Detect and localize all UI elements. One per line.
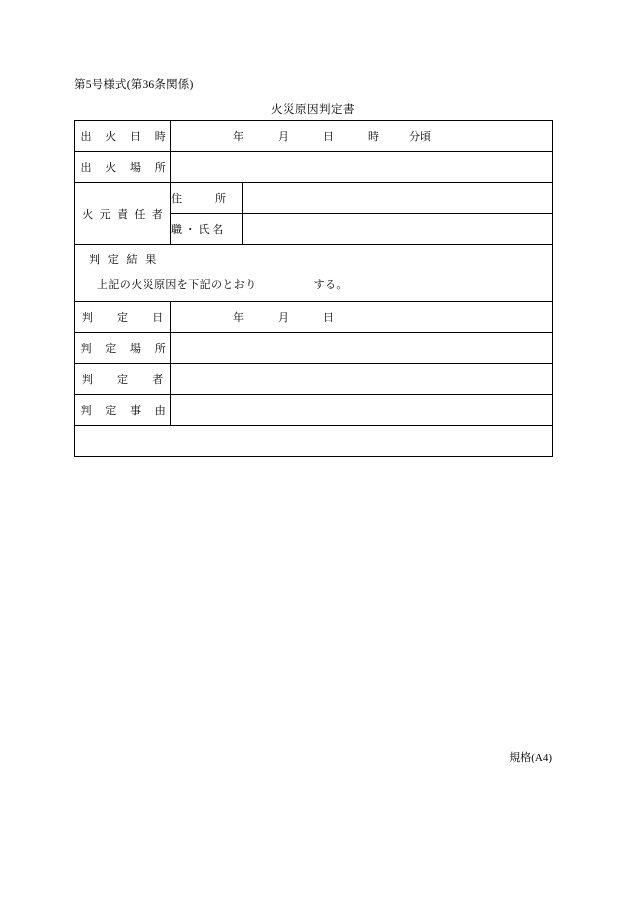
title-name-value[interactable] <box>243 214 553 245</box>
form-number: 第5号様式(第36条関係) <box>74 79 194 91</box>
table-row <box>75 364 553 395</box>
hour-token: 時 <box>368 131 379 143</box>
address-value[interactable] <box>243 183 553 214</box>
judgement-result-title: 判 定 結 果 <box>89 254 159 266</box>
judge-label <box>75 364 171 395</box>
judgement-date-label <box>75 302 171 333</box>
year-token: 年 <box>233 131 244 143</box>
fire-datetime-line <box>171 128 431 144</box>
table-row <box>75 121 553 152</box>
judgement-result-cell <box>75 245 553 302</box>
table-row <box>75 245 553 302</box>
spec-note: 規格(A4) <box>509 752 552 764</box>
reason-label-text: 判 定 事 由 <box>80 405 172 417</box>
reason-value[interactable] <box>171 395 553 426</box>
fire-cause-determination-table <box>74 120 553 457</box>
judgement-place-label-text: 判 定 場 所 <box>80 343 172 355</box>
judgement-date-line <box>171 309 334 325</box>
table-row <box>75 333 553 364</box>
fire-datetime-label-text: 出 火 日 時 <box>80 131 172 143</box>
judgement-result-inner <box>75 245 552 301</box>
reason-body-area[interactable] <box>75 426 553 457</box>
table-row <box>75 183 553 214</box>
address-label-text: 住 所 <box>171 193 226 205</box>
fire-place-value[interactable] <box>171 152 553 183</box>
table-row <box>75 426 553 457</box>
minutes-token: 分頃 <box>409 131 431 143</box>
fire-datetime-label <box>75 121 171 152</box>
table-row <box>75 152 553 183</box>
reason-label <box>75 395 171 426</box>
judge-value[interactable] <box>171 364 553 395</box>
page-title: 火災原因判定書 <box>271 104 355 116</box>
fire-datetime-value[interactable] <box>171 121 553 152</box>
month-token: 月 <box>278 312 289 324</box>
fire-place-label-text: 出 火 場 所 <box>80 162 172 174</box>
table-row <box>75 395 553 426</box>
responsible-person-label-text: 火 元 責 任 者 <box>82 208 165 221</box>
day-token: 日 <box>323 131 334 143</box>
title-name-label-text: 職 ・ 氏 名 <box>171 224 224 236</box>
fire-place-label <box>75 152 171 183</box>
year-token: 年 <box>233 312 244 324</box>
judgement-place-value[interactable] <box>171 333 553 364</box>
title-name-label <box>171 214 243 245</box>
judge-label-text: 判 定 者 <box>81 374 167 386</box>
judgement-date-label-text: 判 定 日 <box>81 312 167 324</box>
address-label <box>171 183 243 214</box>
judgement-result-text: 上記の火災原因を下記のとおり する。 <box>97 279 348 291</box>
judgement-place-label <box>75 333 171 364</box>
table-row <box>75 302 553 333</box>
day-token: 日 <box>323 312 334 324</box>
responsible-person-label <box>75 183 171 245</box>
month-token: 月 <box>278 131 289 143</box>
judgement-date-value[interactable] <box>171 302 553 333</box>
